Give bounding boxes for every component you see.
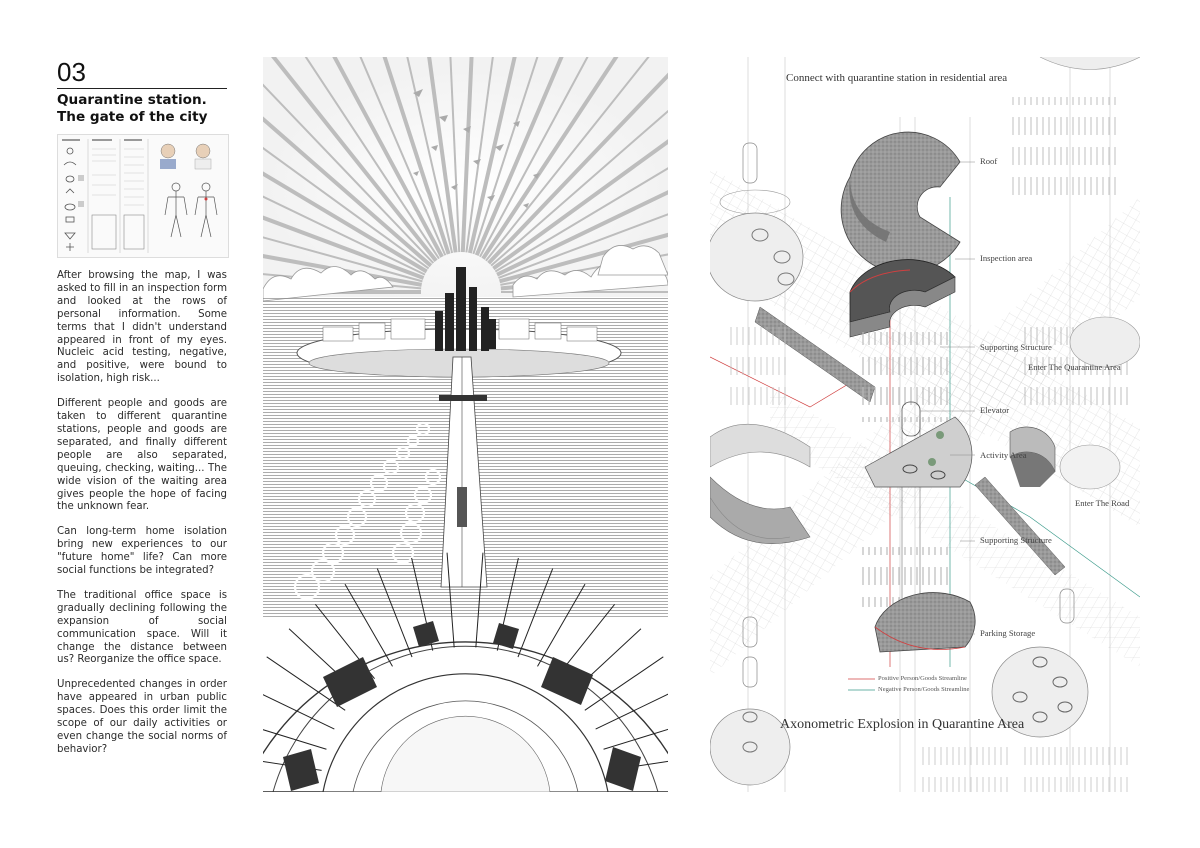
paragraph-1: After browsing the map, I was asked to fill in an inspection form and looked at the rows of personal information. Some terms that I didn't understand appeared in front of my eyes. Nucleic acid testing, negative, and positive, were bound to isolation, high risk...	[57, 270, 227, 385]
section-title-line1: Quarantine station.	[57, 92, 207, 108]
paragraph-3: Can long-term home isolation bring new experiences to our "future home" life? Can more social functions be integrated?	[57, 526, 227, 577]
inspection-form-thumbnail	[57, 134, 229, 258]
axonometric-diagram	[710, 57, 1140, 792]
legend-positive: Positive Person/Goods Streamline	[878, 675, 967, 682]
label-supporting-structure-2: Supporting Structure	[980, 535, 1052, 545]
paragraph-2: Different people and goods are taken to different quarantine stations, people and goods are separated, and finally different people are also separated, queuing, checking, waiting... The wide vision of the waiting area gives people the hope of facing the unknown fear.	[57, 398, 227, 513]
roof-layer	[841, 132, 960, 273]
city-gate-illustration	[263, 57, 668, 792]
label-roof: Roof	[980, 156, 998, 166]
label-parking-storage: Parking Storage	[980, 628, 1036, 638]
diagram-bottom-label: Axonometric Explosion in Quarantine Area	[780, 717, 1025, 732]
diagram-top-label: Connect with quarantine station in residential area	[786, 72, 1008, 84]
label-elevator: Elevator	[980, 405, 1010, 415]
narrative-text	[57, 270, 227, 757]
label-activity-area: Activity Area	[980, 450, 1027, 460]
text-column	[57, 58, 227, 769]
paragraph-5: Unprecedented changes in order have appeared in urban public spaces. Does this order limit the scope of our daily activities or even change the social norms of behavior?	[57, 679, 227, 755]
label-enter-road: Enter The Road	[1075, 498, 1130, 508]
label-enter-quarantine: Enter The Quarantine Area	[1028, 362, 1121, 372]
left-disc-stack	[710, 143, 810, 785]
label-inspection-area: Inspection area	[980, 253, 1033, 263]
plaza-ring	[263, 642, 668, 792]
paragraph-4: The traditional office space is gradually declining following the expansion of social communication space. Will it change the distance between us? Reorganize the office space.	[57, 589, 227, 666]
section-title-line2: The gate of the city	[57, 109, 208, 125]
legend-negative: Negative Person/Goods Streamline	[878, 686, 970, 693]
title-divider	[57, 88, 227, 89]
label-supporting-structure-1: Supporting Structure	[980, 342, 1052, 352]
section-number: 03	[57, 57, 86, 87]
